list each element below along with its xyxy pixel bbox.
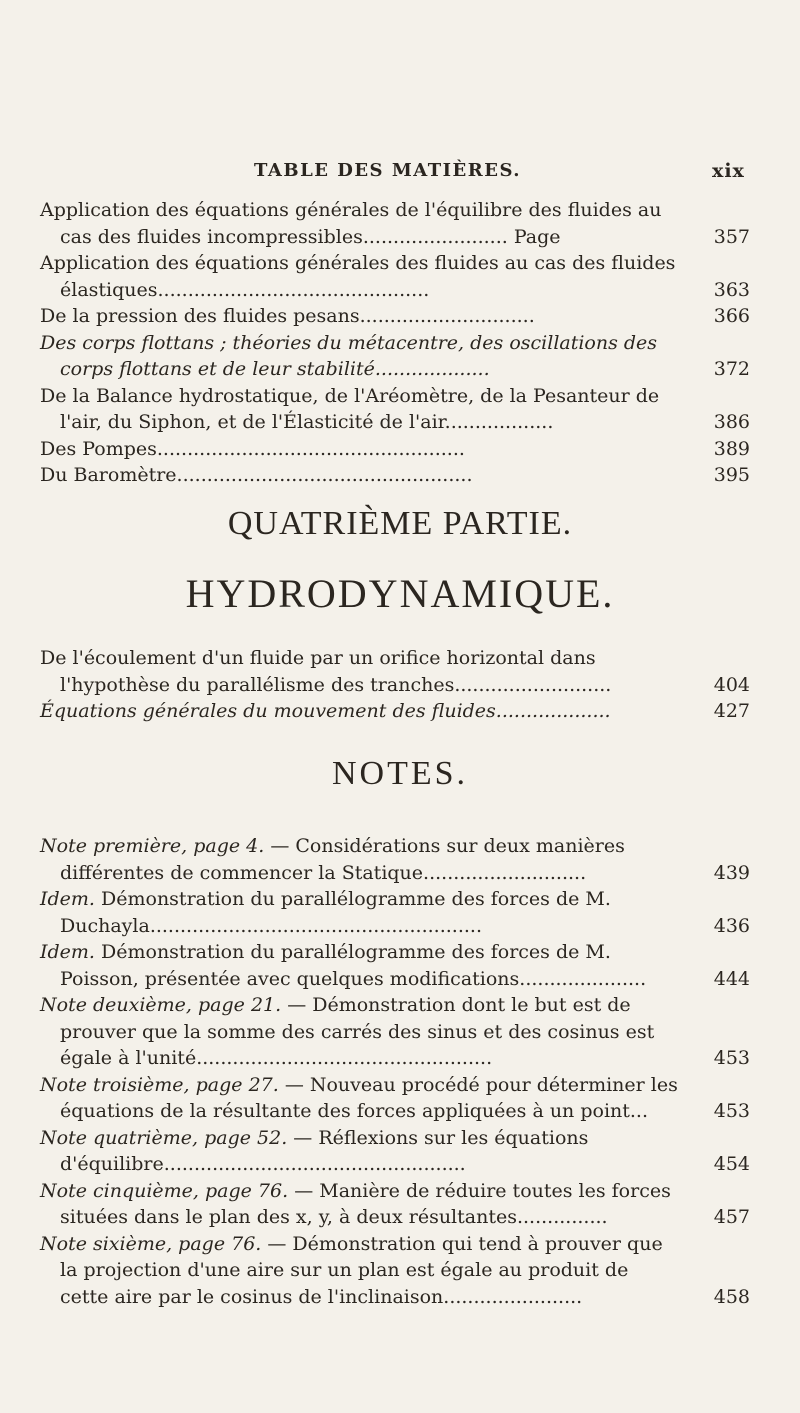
toc-entry-text: Du Baromètre.................................................	[40, 464, 473, 486]
toc-entry	[40, 1072, 750, 1125]
toc-entry	[40, 645, 750, 698]
toc-entry	[40, 698, 750, 725]
note-lead: Note sixième, page 76.	[40, 1232, 262, 1255]
toc-entry	[40, 992, 750, 1072]
note-text: — Manière de réduire toutes les forces situées dans le plan des x, y, à deux résultantes...............	[60, 1179, 671, 1228]
note-lead: Idem.	[40, 941, 95, 963]
toc-entry-text: Équations générales du mouvement des fluides...................	[40, 700, 611, 722]
note-text: — Nouveau procédé pour déterminer les équations de la résultante des forces appliquées à un point...	[60, 1073, 678, 1122]
header-page-number: xix	[712, 160, 745, 182]
toc-entry-page: 457	[713, 1206, 750, 1228]
toc-entry-page: 357	[713, 225, 750, 248]
note-text: Démonstration du parallélogramme des forces de M. Duchayla.......................................................	[60, 888, 611, 937]
toc-entry-page: 372	[713, 358, 750, 380]
notes-title: NOTES.	[331, 755, 469, 792]
toc-entry	[40, 886, 750, 939]
toc-section-notes	[40, 833, 750, 1310]
toc-entry	[40, 1231, 750, 1311]
toc-section-fluids	[40, 197, 750, 489]
toc-entry	[40, 1125, 750, 1178]
note-lead: Note troisième, page 27.	[40, 1073, 279, 1096]
toc-section-hydrodynamics	[40, 645, 750, 725]
note-text: — Démonstration dont le but est de prouver que la somme des carrés des sinus et des cosinus est égale à l'unité.................................................	[60, 994, 655, 1069]
toc-entry-text: Application des équations générales des fluides au cas des fluides élastiques.............................................	[40, 252, 676, 301]
note-lead: Note cinquième, page 76.	[40, 1179, 289, 1202]
toc-entry	[40, 939, 750, 992]
toc-entry-page: 386	[713, 411, 750, 433]
toc-entry	[40, 197, 750, 250]
toc-entry-page: 458	[713, 1285, 750, 1308]
toc-entry-text: De l'écoulement d'un fluide par un orifice horizontal dans l'hypothèse du parallélisme des tranches..........................	[40, 647, 612, 696]
toc-entry-page: 389	[713, 437, 750, 460]
running-header	[0, 160, 800, 190]
part-title: QUATRIÈME PARTIE.	[227, 505, 573, 542]
toc-entry-page: 395	[713, 464, 750, 486]
note-text: — Démonstration qui tend à prouver que la projection d'une aire sur un plan est égale au produit de cette aire par le cosinus de l'inclinaison.......................	[60, 1232, 663, 1308]
part-subtitle: HYDRODYNAMIQUE.	[185, 571, 615, 616]
toc-entry-page: 439	[713, 861, 750, 884]
note-text: — Considérations sur deux manières différentes de commencer la Statique...........................	[60, 835, 625, 884]
toc-entry-text: De la pression des fluides pesans.............................	[40, 305, 535, 327]
note-lead: Note première, page 4.	[40, 835, 265, 857]
toc-entry-page: 453	[713, 1100, 750, 1122]
note-lead: Idem.	[40, 888, 95, 910]
toc-entry	[40, 250, 750, 303]
note-text: — Réflexions sur les équations d'équilibre..................................................	[60, 1126, 589, 1175]
note-lead: Note quatrième, page 52.	[40, 1126, 288, 1149]
toc-entry	[40, 436, 750, 463]
toc-entry	[40, 1178, 750, 1231]
toc-entry-page: 404	[713, 673, 750, 696]
toc-entry-page: 444	[713, 967, 750, 990]
toc-entry-text: De la Balance hydrostatique, de l'Aréomètre, de la Pesanteur de l'air, du Siphon, et de l'Élasticité de l'air..................	[40, 384, 660, 433]
toc-entry-page: 363	[713, 278, 750, 301]
toc-entry-page: 427	[713, 700, 750, 722]
toc-entry-text: Des corps flottans ; théories du métacentre, des oscillations des corps flottans et de leur stabilité...................	[40, 331, 658, 380]
toc-entry	[40, 383, 750, 436]
toc-entry-page: 453	[713, 1047, 750, 1069]
toc-entry-page: 454	[713, 1153, 750, 1175]
header-title: TABLE DES MATIÈRES.	[254, 160, 522, 181]
toc-entry-text: Des Pompes...................................................	[40, 437, 465, 460]
toc-entry-page: 436	[713, 914, 750, 937]
toc-entry	[40, 833, 750, 886]
toc-entry	[40, 303, 750, 330]
toc-entry-page: 366	[713, 305, 750, 327]
note-text: Démonstration du parallélogramme des forces de M. Poisson, présentée avec quelques modifications.....................	[60, 941, 647, 990]
toc-entry	[40, 330, 750, 383]
note-lead: Note deuxième, page 21.	[40, 994, 282, 1016]
toc-entry-text: Application des équations générales de l'équilibre des fluides au cas des fluides incompressibles........................ Page	[40, 199, 662, 248]
toc-entry	[40, 462, 750, 489]
